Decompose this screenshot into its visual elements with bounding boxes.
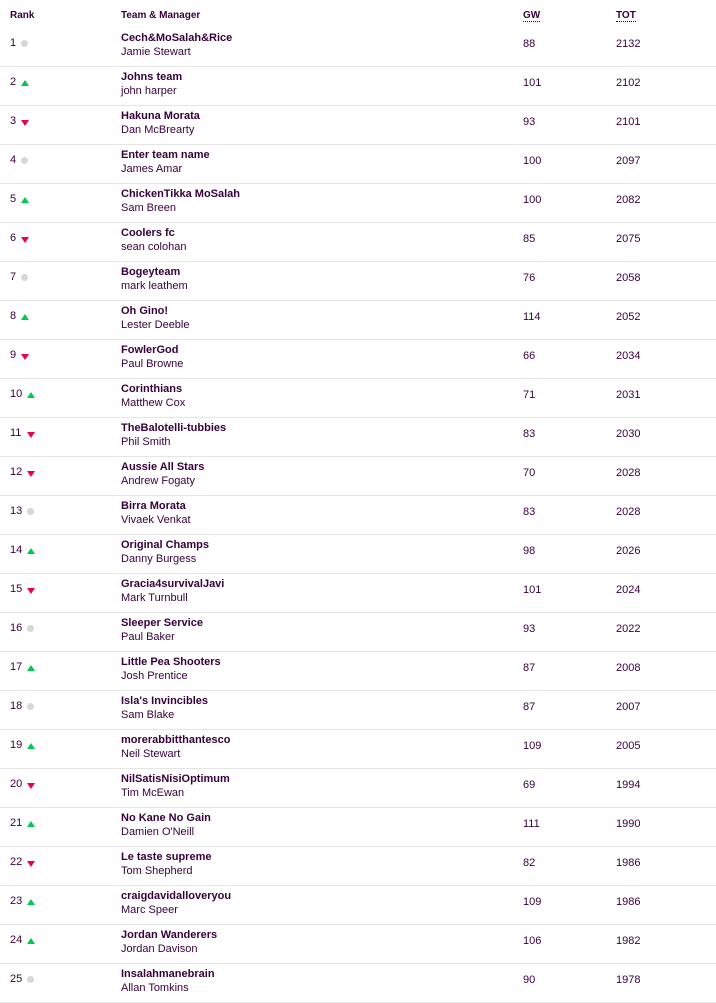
rank-number: 10 [10, 388, 23, 400]
rank-number: 15 [10, 583, 23, 595]
table-row [0, 535, 716, 574]
gameweek-points: 106 [523, 935, 542, 947]
manager-name: sean colohan [121, 241, 187, 253]
gameweek-points: 90 [523, 974, 536, 986]
rank-number: 4 [10, 154, 17, 166]
manager-name: Allan Tomkins [121, 982, 189, 994]
total-points: 2024 [616, 584, 641, 596]
rank-number: 25 [10, 973, 23, 985]
table-row [0, 574, 716, 613]
total-points: 2101 [616, 116, 641, 128]
rank-down-arrow-icon [27, 861, 35, 867]
gameweek-points: 83 [523, 428, 536, 440]
total-points: 1994 [616, 779, 641, 791]
team-name-link[interactable]: Bogeyteam [121, 266, 181, 278]
rank-number: 11 [10, 427, 22, 439]
rank-unchanged-dot-icon [21, 274, 28, 281]
manager-name: mark leathem [121, 280, 188, 292]
rank-number: 22 [10, 856, 23, 868]
rank-up-arrow-icon [21, 314, 29, 320]
rank-down-arrow-icon [27, 588, 35, 594]
rank-down-arrow-icon [21, 237, 29, 243]
total-points: 1978 [616, 974, 641, 986]
rank-unchanged-dot-icon [21, 157, 28, 164]
team-name-link[interactable]: ChickenTikka MoSalah [121, 188, 241, 200]
rank-number: 17 [10, 661, 23, 673]
table-row [0, 691, 716, 730]
gameweek-points: 85 [523, 233, 536, 245]
rank-up-arrow-icon [21, 197, 29, 203]
total-points: 2005 [616, 740, 641, 752]
rank-number: 19 [10, 739, 23, 751]
rank-down-arrow-icon [21, 354, 29, 360]
total-points: 1986 [616, 857, 641, 869]
table-row [0, 301, 716, 340]
table-row [0, 613, 716, 652]
manager-name: Vivaek Venkat [121, 514, 191, 526]
team-name-link[interactable]: Jordan Wanderers [121, 929, 218, 941]
rank-column-header: Rank [10, 10, 35, 21]
rank-number: 6 [10, 232, 17, 244]
team-name-link[interactable]: morerabbitthantesco [121, 734, 231, 746]
table-header [0, 0, 716, 28]
gameweek-points: 93 [523, 116, 536, 128]
rank-number: 8 [10, 310, 17, 322]
team-name-link[interactable]: Little Pea Shooters [121, 656, 221, 668]
manager-name: Jordan Davison [121, 943, 198, 955]
total-points: 1986 [616, 896, 641, 908]
total-points: 2030 [616, 428, 641, 440]
rank-number: 24 [10, 934, 23, 946]
rank-down-arrow-icon [27, 783, 35, 789]
rank-unchanged-dot-icon [27, 508, 34, 515]
manager-name: Lester Deeble [121, 319, 190, 331]
team-name-link[interactable]: No Kane No Gain [121, 812, 211, 824]
total-points: 2008 [616, 662, 641, 674]
total-points: 2031 [616, 389, 641, 401]
team-name-link[interactable]: Oh Gino! [121, 305, 169, 317]
table-row [0, 418, 716, 457]
rank-number: 1 [10, 37, 17, 49]
team-name-link[interactable]: Isla's Invincibles [121, 695, 208, 707]
total-points: 1982 [616, 935, 641, 947]
team-name-link[interactable]: craigdavidalloveryou [121, 890, 232, 902]
manager-name: Mark Turnbull [121, 592, 188, 604]
team-name-link[interactable]: Coolers fc [121, 227, 175, 239]
gameweek-points: 109 [523, 896, 542, 908]
total-points: 2082 [616, 194, 641, 206]
manager-name: Tim McEwan [121, 787, 185, 799]
gameweek-points: 100 [523, 155, 542, 167]
manager-name: Sam Blake [121, 709, 175, 721]
table-row [0, 769, 716, 808]
gameweek-points: 87 [523, 662, 536, 674]
table-row [0, 886, 716, 925]
team-name-link[interactable]: FowlerGod [121, 344, 179, 356]
rank-number: 13 [10, 505, 23, 517]
gameweek-points: 98 [523, 545, 536, 557]
gameweek-points: 70 [523, 467, 536, 479]
gameweek-points: 93 [523, 623, 536, 635]
rank-number: 12 [10, 466, 23, 478]
gameweek-points: 82 [523, 857, 536, 869]
manager-name: Marc Speer [121, 904, 178, 916]
team-name-link[interactable]: Johns team [121, 71, 183, 83]
team-name-link[interactable]: Aussie All Stars [121, 461, 205, 473]
total-points: 2052 [616, 311, 641, 323]
rank-down-arrow-icon [27, 471, 35, 477]
gameweek-points: 114 [523, 311, 541, 323]
rank-number: 20 [10, 778, 23, 790]
manager-name: Paul Browne [121, 358, 184, 370]
table-row [0, 925, 716, 964]
table-row [0, 457, 716, 496]
total-points: 1990 [616, 818, 641, 830]
total-points: 2028 [616, 506, 641, 518]
rank-up-arrow-icon [27, 665, 35, 671]
table-row [0, 847, 716, 886]
gameweek-points: 101 [523, 77, 542, 89]
total-points: 2022 [616, 623, 641, 635]
rank-up-arrow-icon [27, 392, 35, 398]
gameweek-points: 76 [523, 272, 536, 284]
rank-unchanged-dot-icon [27, 625, 34, 632]
gameweek-points: 71 [523, 389, 536, 401]
tot-column-header[interactable]: TOT [616, 10, 636, 21]
manager-name: john harper [121, 85, 177, 97]
team-name-link[interactable]: Birra Morata [121, 500, 186, 512]
rank-down-arrow-icon [27, 432, 35, 438]
table-row [0, 145, 716, 184]
manager-name: Tom Shepherd [121, 865, 193, 877]
rank-up-arrow-icon [27, 743, 35, 749]
total-points: 2097 [616, 155, 641, 167]
manager-name: Phil Smith [121, 436, 171, 448]
table-row [0, 379, 716, 418]
gameweek-points: 111 [523, 818, 540, 830]
table-row [0, 184, 716, 223]
rank-down-arrow-icon [21, 120, 29, 126]
rank-up-arrow-icon [27, 821, 35, 827]
manager-name: Josh Prentice [121, 670, 188, 682]
team-name-link[interactable]: Gracia4survivalJavi [121, 578, 225, 590]
manager-name: Sam Breen [121, 202, 177, 214]
rank-number: 2 [10, 76, 17, 88]
rank-unchanged-dot-icon [27, 703, 34, 710]
table-row [0, 808, 716, 847]
team-name-link[interactable]: NilSatisNisiOptimum [121, 773, 230, 785]
rank-unchanged-dot-icon [21, 40, 28, 47]
manager-name: Danny Burgess [121, 553, 197, 565]
rank-number: 23 [10, 895, 23, 907]
table-row [0, 652, 716, 691]
team-name-link[interactable]: Insalahmanebrain [121, 968, 215, 980]
manager-name: Paul Baker [121, 631, 175, 643]
total-points: 2058 [616, 272, 641, 284]
manager-name: James Amar [121, 163, 183, 175]
rank-unchanged-dot-icon [27, 976, 34, 983]
total-points: 2132 [616, 38, 641, 50]
rank-number: 9 [10, 349, 17, 361]
manager-name: Dan McBrearty [121, 124, 195, 136]
team-name-link[interactable]: TheBalotelli-tubbies [121, 422, 227, 434]
total-points: 2102 [616, 77, 641, 89]
gameweek-points: 101 [523, 584, 542, 596]
total-points: 2075 [616, 233, 641, 245]
total-points: 2026 [616, 545, 641, 557]
rank-number: 16 [10, 622, 23, 634]
team-name-link[interactable]: Original Champs [121, 539, 210, 551]
table-row [0, 262, 716, 301]
gameweek-points: 83 [523, 506, 536, 518]
manager-name: Neil Stewart [121, 748, 181, 760]
table-row [0, 223, 716, 262]
table-row [0, 28, 716, 67]
team-manager-column-header: Team & Manager [121, 10, 201, 21]
manager-name: Jamie Stewart [121, 46, 191, 58]
rank-number: 14 [10, 544, 23, 556]
gameweek-points: 109 [523, 740, 542, 752]
gameweek-points: 87 [523, 701, 536, 713]
rank-up-arrow-icon [27, 899, 35, 905]
team-name-link[interactable]: Sleeper Service [121, 617, 203, 629]
gameweek-points: 100 [523, 194, 542, 206]
manager-name: Damien O'Neill [121, 826, 195, 838]
rank-number: 3 [10, 115, 17, 127]
rank-up-arrow-icon [27, 548, 35, 554]
gw-column-header[interactable]: GW [523, 10, 541, 21]
total-points: 2034 [616, 350, 641, 362]
gameweek-points: 69 [523, 779, 536, 791]
table-row [0, 67, 716, 106]
rank-up-arrow-icon [21, 80, 29, 86]
total-points: 2028 [616, 467, 641, 479]
rank-number: 7 [10, 271, 17, 283]
team-name-link[interactable]: Hakuna Morata [121, 110, 200, 122]
rank-number: 5 [10, 193, 17, 205]
manager-name: Andrew Fogaty [121, 475, 195, 487]
team-name-link[interactable]: Cech&MoSalah&Rice [121, 32, 233, 44]
table-row [0, 496, 716, 535]
total-points: 2007 [616, 701, 641, 713]
table-row [0, 340, 716, 379]
rank-up-arrow-icon [27, 938, 35, 944]
table-row [0, 730, 716, 769]
rank-number: 21 [10, 817, 23, 829]
rank-number: 18 [10, 700, 23, 712]
manager-name: Matthew Cox [121, 397, 186, 409]
team-name-link[interactable]: Le taste supreme [121, 851, 212, 863]
table-row [0, 964, 716, 1003]
team-name-link[interactable]: Enter team name [121, 149, 210, 161]
table-row [0, 106, 716, 145]
gameweek-points: 66 [523, 350, 536, 362]
table-body [0, 28, 716, 1003]
team-name-link[interactable]: Corinthians [121, 383, 183, 395]
gameweek-points: 88 [523, 38, 536, 50]
